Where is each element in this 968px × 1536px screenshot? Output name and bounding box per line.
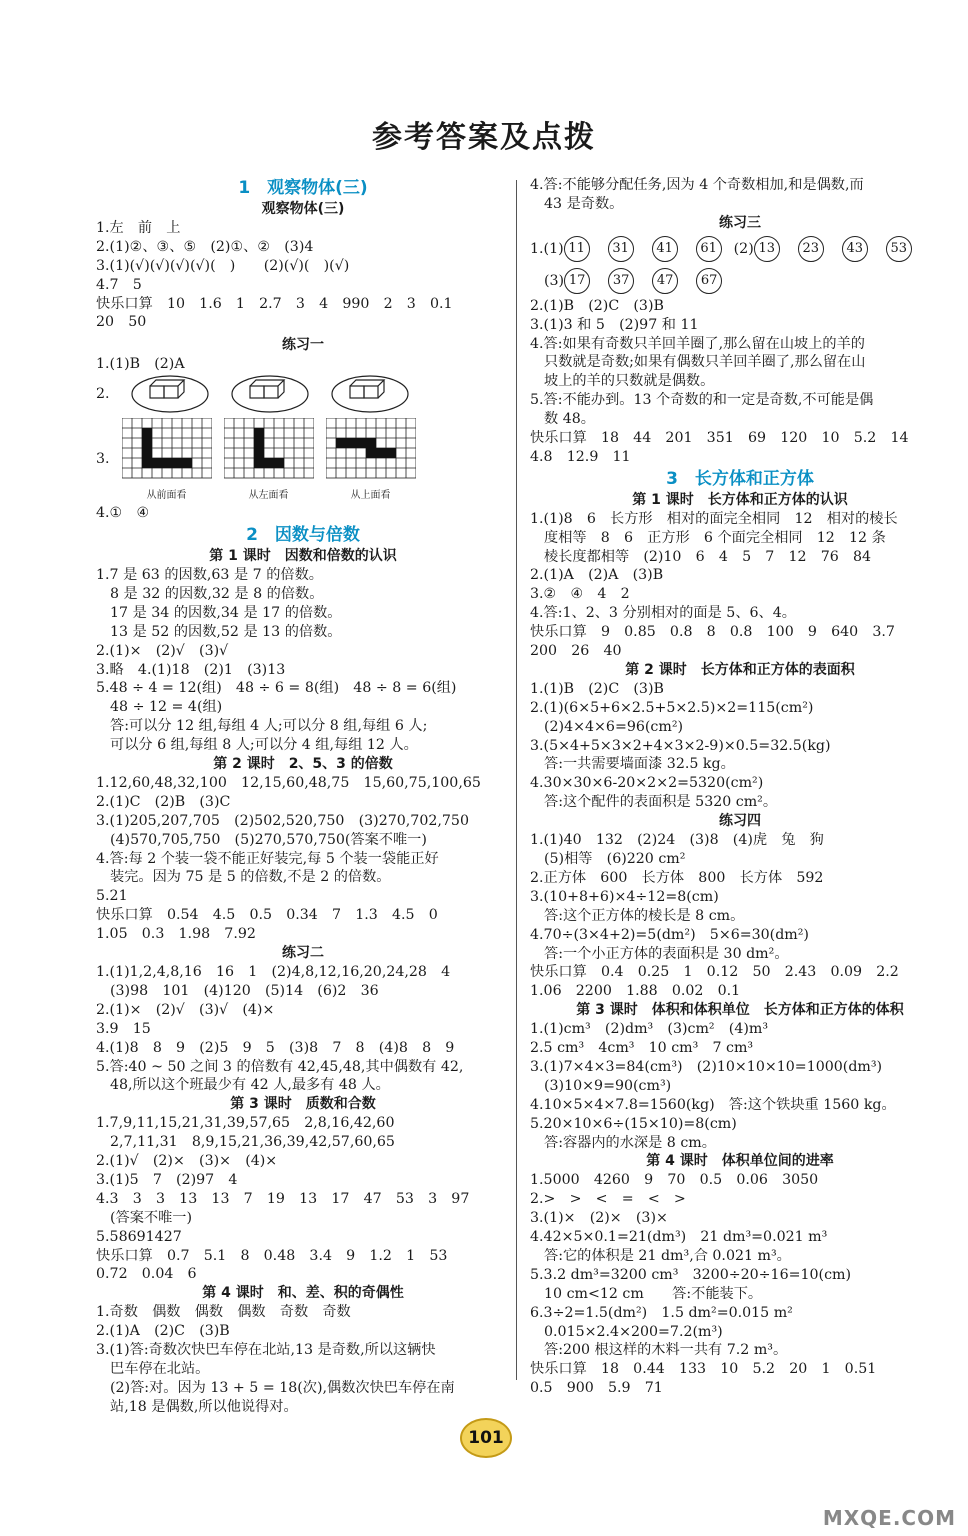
answer-line: 4.答:不能够分配任务,因为 4 个奇数相加,和是偶数,而 <box>530 177 864 193</box>
answer-line: 1.12,60,48,32,100 12,15,60,48,75 15,60,75,100,65 <box>96 775 481 792</box>
section-heading: 练习四 <box>719 813 761 830</box>
answer-line: 3.略 4.(1)18 (2)1 (3)13 <box>96 661 286 678</box>
circled-number: 37 <box>608 268 634 294</box>
answer-line: 度相等 8 6 正方形 6 个面完全相同 12 12 条 <box>544 529 886 546</box>
answer-line: 答:这个配件的表面积是 5320 cm²。 <box>544 794 778 811</box>
answer-line: 3.(1)(√)(√)(√)(√)( ) (2)(√)( )(√) <box>96 257 350 274</box>
answer-line: 48 ÷ 12 = 4(组) <box>110 699 223 716</box>
answer-line: (2)答:对。因为 13 + 5 = 18(次),偶数次快巴车停在南 <box>110 1379 455 1396</box>
question-number: 2. <box>96 385 110 402</box>
answer-line: 3.9 15 <box>96 1020 151 1037</box>
circled-number: 43 <box>842 236 868 262</box>
answer-line: 1.06 2200 1.88 0.02 0.1 <box>530 983 741 1000</box>
answer-line: 1.7 是 63 的因数,63 是 7 的倍数。 <box>96 567 323 584</box>
chapter-heading: 1 观察物体(三) <box>238 178 368 198</box>
circled-number: 41 <box>652 236 678 262</box>
answer-line: 1.左 前 上 <box>96 220 181 236</box>
answer-line: 4.30×30×6-20×2×2=5320(cm²) <box>530 775 764 792</box>
chapter-heading: 3 长方体和正方体 <box>666 468 814 489</box>
answer-line: 快乐口算 0.7 5.1 8 0.48 3.4 9 1.2 1 53 <box>96 1247 448 1264</box>
answer-line: 20 50 <box>96 314 147 331</box>
answer-line: 2.(1)B (2)C (3)B <box>530 297 664 314</box>
section-heading: 观察物体(三) <box>261 201 345 217</box>
grid-view-top <box>326 418 416 501</box>
answer-line: 2.(1)× (2)√ (3)√ (4)× <box>96 1001 275 1018</box>
section-heading: 第 3 课时 质数和合数 <box>230 1096 376 1113</box>
answer-line: 1.(1)B (2)C (3)B <box>530 680 664 697</box>
section-heading: 练习二 <box>282 945 324 962</box>
left-column <box>96 176 510 1417</box>
answer-line: 2.5 cm³ 4cm³ 10 cm³ 7 cm³ <box>530 1040 754 1057</box>
answer-line: 4.10×5×4×7.8=1560(kg) 答:这个铁块重 1560 kg。 <box>530 1096 896 1113</box>
circled-numbers-row <box>530 233 950 265</box>
answer-line: 5.3.2 dm³=3200 cm³ 3200÷20÷16=10(cm) <box>530 1266 852 1283</box>
answer-line: 1.5000 4260 9 70 0.5 0.06 3050 <box>530 1172 819 1189</box>
answer-line: 3.(10+8+6)×4÷12=8(cm) <box>530 888 719 905</box>
answer-line: 答:一共需要墙面漆 32.5 kg。 <box>544 756 735 773</box>
answer-line: 巴车停在北站。 <box>110 1360 210 1377</box>
cube-figures-row <box>96 374 510 414</box>
answer-line: 200 26 40 <box>530 643 622 660</box>
answer-line: 1.(1)1,2,4,8,16 16 1 (2)4,8,12,16,20,24,28 4 <box>96 964 451 981</box>
answer-line: 2.(1)A (2)A (3)B <box>530 567 664 584</box>
grid-view-left <box>224 418 314 501</box>
answer-line: 3.(1)答:奇数次快巴车停在北站,13 是奇数,所以这辆快 <box>96 1342 436 1359</box>
answer-line: 5.20×10×6÷(15×10)=8(cm) <box>530 1115 737 1132</box>
answer-line: 2.正方体 600 长方体 800 长方体 592 <box>530 869 824 886</box>
answer-line: 棱长度都相等 (2)10 6 4 5 7 12 76 84 <box>544 548 872 565</box>
answer-line: (4)570,705,750 (5)270,570,750(答案不唯一) <box>110 831 427 848</box>
section-heading: 第 1 课时 长方体和正方体的认识 <box>632 491 848 508</box>
answer-line: 2.(1)C (2)B (3)C <box>96 793 231 810</box>
answer-line: 1.05 0.3 1.98 7.92 <box>96 926 256 943</box>
circled-number: 53 <box>886 236 912 262</box>
answer-line: 1.(1)cm³ (2)dm³ (3)cm² (4)m³ <box>530 1021 769 1038</box>
answer-line: 4.答:如果有奇数只羊回羊圈了,那么留在山坡上的羊的 <box>530 335 865 352</box>
answer-line: 43 是奇数。 <box>544 195 624 212</box>
answer-line: 坡上的羊的只数就是偶数。 <box>544 373 715 390</box>
column-divider <box>516 180 517 1380</box>
answer-line: 1.(1)8 6 长方形 相对的面完全相同 12 相对的棱长 <box>530 510 898 527</box>
answer-line: 4.① ④ <box>96 505 150 522</box>
answer-line: 2.(1)②、③、⑤ (2)①、② (3)4 <box>96 238 314 255</box>
answer-line: 答:200 根这样的木料一共有 7.2 m³。 <box>544 1342 788 1359</box>
answer-line: 4.70÷(3×4+2)=5(dm²) 5×6=30(dm²) <box>530 926 809 943</box>
answer-line: 快乐口算 18 0.44 133 10 5.2 20 1 0.51 <box>530 1361 877 1378</box>
answer-line: 1.7,9,11,15,21,31,39,57,65 2,8,16,42,60 <box>96 1115 395 1132</box>
answer-line: 0.5 900 5.9 71 <box>530 1380 663 1397</box>
answer-line: (5)相等 (6)220 cm² <box>544 851 686 868</box>
answer-line: 4.42×5×0.1=21(dm³) 21 dm³=0.021 m³ <box>530 1229 828 1246</box>
answer-line: 4.(1)8 8 9 (2)5 9 5 (3)8 7 8 (4)8 8 9 <box>96 1039 455 1056</box>
section-heading: 第 4 课时 和、差、积的奇偶性 <box>202 1285 404 1302</box>
circled-number: 31 <box>608 236 634 262</box>
answer-line: 5.58691427 <box>96 1228 182 1245</box>
grid-caption: 从上面看 <box>350 489 391 501</box>
page-number-badge: 101 <box>460 1418 512 1458</box>
answer-line: 答:这个正方体的棱长是 8 cm。 <box>544 907 745 924</box>
grid-left-svg <box>224 418 314 484</box>
answer-line: 4.8 12.9 11 <box>530 448 631 465</box>
answer-line: 2.> > < = < > <box>530 1191 686 1208</box>
answer-line: 2.(1)(6×5+6×2.5+5×2.5)×2=115(cm²) <box>530 699 814 716</box>
chapter-heading: 2 因数与倍数 <box>246 525 360 546</box>
circled-number: 13 <box>754 236 780 262</box>
grid-figures-row <box>96 414 510 504</box>
grid-caption: 从前面看 <box>146 489 187 501</box>
answer-line: 1.(1)40 132 (2)24 (3)8 (4)虎 兔 狗 <box>530 832 824 849</box>
answer-line: 4.答:每 2 个装一袋不能正好装完,每 5 个装一袋能正好 <box>96 850 439 867</box>
answer-line: (2)4×4×6=96(cm²) <box>544 718 684 735</box>
answer-line: 3.(1)3 和 5 (2)97 和 11 <box>530 316 699 333</box>
answer-line: 答:可以分 12 组,每组 4 人;可以分 8 组,每组 6 人; <box>110 718 428 735</box>
answer-line: 3.(1)5 7 (2)97 4 <box>96 1171 238 1188</box>
answer-line: 0.72 0.04 6 <box>96 1266 197 1283</box>
grid-top-svg <box>326 418 416 484</box>
circled-number: 17 <box>564 268 590 294</box>
answer-line: 5.21 <box>96 888 128 905</box>
answer-line: 17 是 34 的因数,34 是 17 的倍数。 <box>110 604 342 621</box>
answer-line: (3)10×9=90(cm³) <box>544 1077 672 1094</box>
answer-line: 只数就是奇数;如果有偶数只羊回羊圈了,那么留在山 <box>544 354 866 371</box>
answer-line: 1.奇数 偶数 偶数 偶数 奇数 奇数 <box>96 1304 351 1321</box>
page-title: 参考答案及点拨 <box>372 120 596 155</box>
circled-prefix: 1.(1) <box>530 240 564 257</box>
answer-line: 快乐口算 10 1.6 1 2.7 3 4 990 2 3 0.1 <box>96 295 453 312</box>
answer-line: 8 是 32 的因数,32 是 8 的倍数。 <box>110 586 324 603</box>
section-heading: 练习三 <box>719 214 761 231</box>
circled-number: 11 <box>564 236 590 262</box>
answer-line: 4.7 5 <box>96 276 142 293</box>
section-heading: 第 4 课时 体积单位间的进率 <box>646 1153 834 1170</box>
circled-number: 23 <box>798 236 824 262</box>
answer-line: 装完。因为 75 是 5 的倍数,不是 2 的倍数。 <box>110 869 391 886</box>
answer-line: 6.3÷2=1.5(dm²) 1.5 dm²=0.015 m² <box>530 1304 793 1321</box>
answer-line: 3.(1)7×4×3=84(cm³) (2)10×10×10=1000(dm³) <box>530 1058 883 1075</box>
section-heading: 第 1 课时 因数和倍数的认识 <box>209 548 397 565</box>
answer-line: 3.(1)× (2)× (3)× <box>530 1210 668 1227</box>
answer-line: 4.3 3 3 13 13 7 19 13 17 47 53 3 97 <box>96 1190 470 1207</box>
answer-line: (答案不唯一) <box>110 1209 193 1226</box>
circled-prefix: (3) <box>544 272 565 289</box>
answer-line: 4.答:1、2、3 分别相对的面是 5、6、4。 <box>530 605 796 622</box>
section-heading: 练习一 <box>282 337 324 354</box>
section-heading: 第 3 课时 体积和体积单位 长方体和正方体的体积 <box>576 1002 904 1019</box>
answer-line: 可以分 6 组,每组 8 人;可以分 4 组,每组 12 人。 <box>110 737 418 754</box>
answer-line: 10 cm<12 cm 答:不能装下。 <box>544 1285 763 1302</box>
answer-line: 2.(1)× (2)√ (3)√ <box>96 642 229 659</box>
question-number: 3. <box>96 450 110 467</box>
circled-number: 61 <box>696 236 722 262</box>
answer-line: 5.答:40 ~ 50 之间 3 的倍数有 42,45,48,其中偶数有 42, <box>96 1058 464 1075</box>
circled-numbers-row <box>530 265 950 297</box>
cube-ellipse-figures <box>128 374 428 414</box>
grid-caption: 从左面看 <box>248 489 289 501</box>
answer-line: (3)98 101 (4)120 (5)14 (6)2 36 <box>110 982 379 999</box>
circled-number: 47 <box>652 268 678 294</box>
grid-front-svg <box>122 418 212 484</box>
circled-prefix: (2) <box>733 240 754 257</box>
answer-line: 2.(1)A (2)C (3)B <box>96 1323 230 1340</box>
answer-line: 快乐口算 0.54 4.5 0.5 0.34 7 1.3 4.5 0 <box>96 907 438 924</box>
watermark-text: MXQE.COM <box>822 1506 956 1530</box>
answer-line: 3.(5×4+5×3×2+4×3×2-9)×0.5=32.5(kg) <box>530 737 831 754</box>
grid-view-front <box>122 418 212 501</box>
answer-line: 快乐口算 0.4 0.25 1 0.12 50 2.43 0.09 2.2 <box>530 964 899 981</box>
answer-line: 0.015×2.4×200=7.2(m³) <box>544 1323 723 1340</box>
section-heading: 第 2 课时 2、5、3 的倍数 <box>213 756 393 773</box>
circled-number: 67 <box>696 268 722 294</box>
right-column <box>530 176 950 1398</box>
answer-line: 答:一个小正方体的表面积是 30 dm²。 <box>544 945 789 962</box>
answer-line: 5.48 ÷ 4 = 12(组) 48 ÷ 6 = 8(组) 48 ÷ 8 = 6(组) <box>96 680 457 697</box>
answer-line: 快乐口算 9 0.85 0.8 8 0.8 100 9 640 3.7 <box>530 624 895 641</box>
answer-line: 2.(1)√ (2)× (3)× (4)× <box>96 1153 278 1170</box>
section-heading: 第 2 课时 长方体和正方体的表面积 <box>625 661 855 678</box>
answer-line: 答:容器内的水深是 8 cm。 <box>544 1134 716 1151</box>
answer-line: 5.答:不能办到。13 个奇数的和一定是奇数,不可能是偶 <box>530 392 874 409</box>
answer-line: 答:它的体积是 21 dm³,合 0.021 m³。 <box>544 1247 791 1264</box>
answer-line: 13 是 52 的因数,52 是 13 的倍数。 <box>110 623 342 640</box>
answer-line: 3.(1)205,207,705 (2)502,520,750 (3)270,702,750 <box>96 812 469 829</box>
answer-line: 2,7,11,31 8,9,15,21,36,39,42,57,60,65 <box>110 1134 395 1151</box>
answer-line: 数 48。 <box>544 411 595 428</box>
answer-line: 快乐口算 18 44 201 351 69 120 10 5.2 14 <box>530 430 909 447</box>
grid-views <box>122 418 416 501</box>
answer-line: 3.② ④ 4 2 <box>530 586 630 603</box>
answer-line: 48,所以这个班最少有 42 人,最多有 48 人。 <box>110 1077 390 1094</box>
answer-line: 站,18 是偶数,所以他说得对。 <box>110 1398 298 1415</box>
answer-line: 1.(1)B (2)A <box>96 356 185 373</box>
